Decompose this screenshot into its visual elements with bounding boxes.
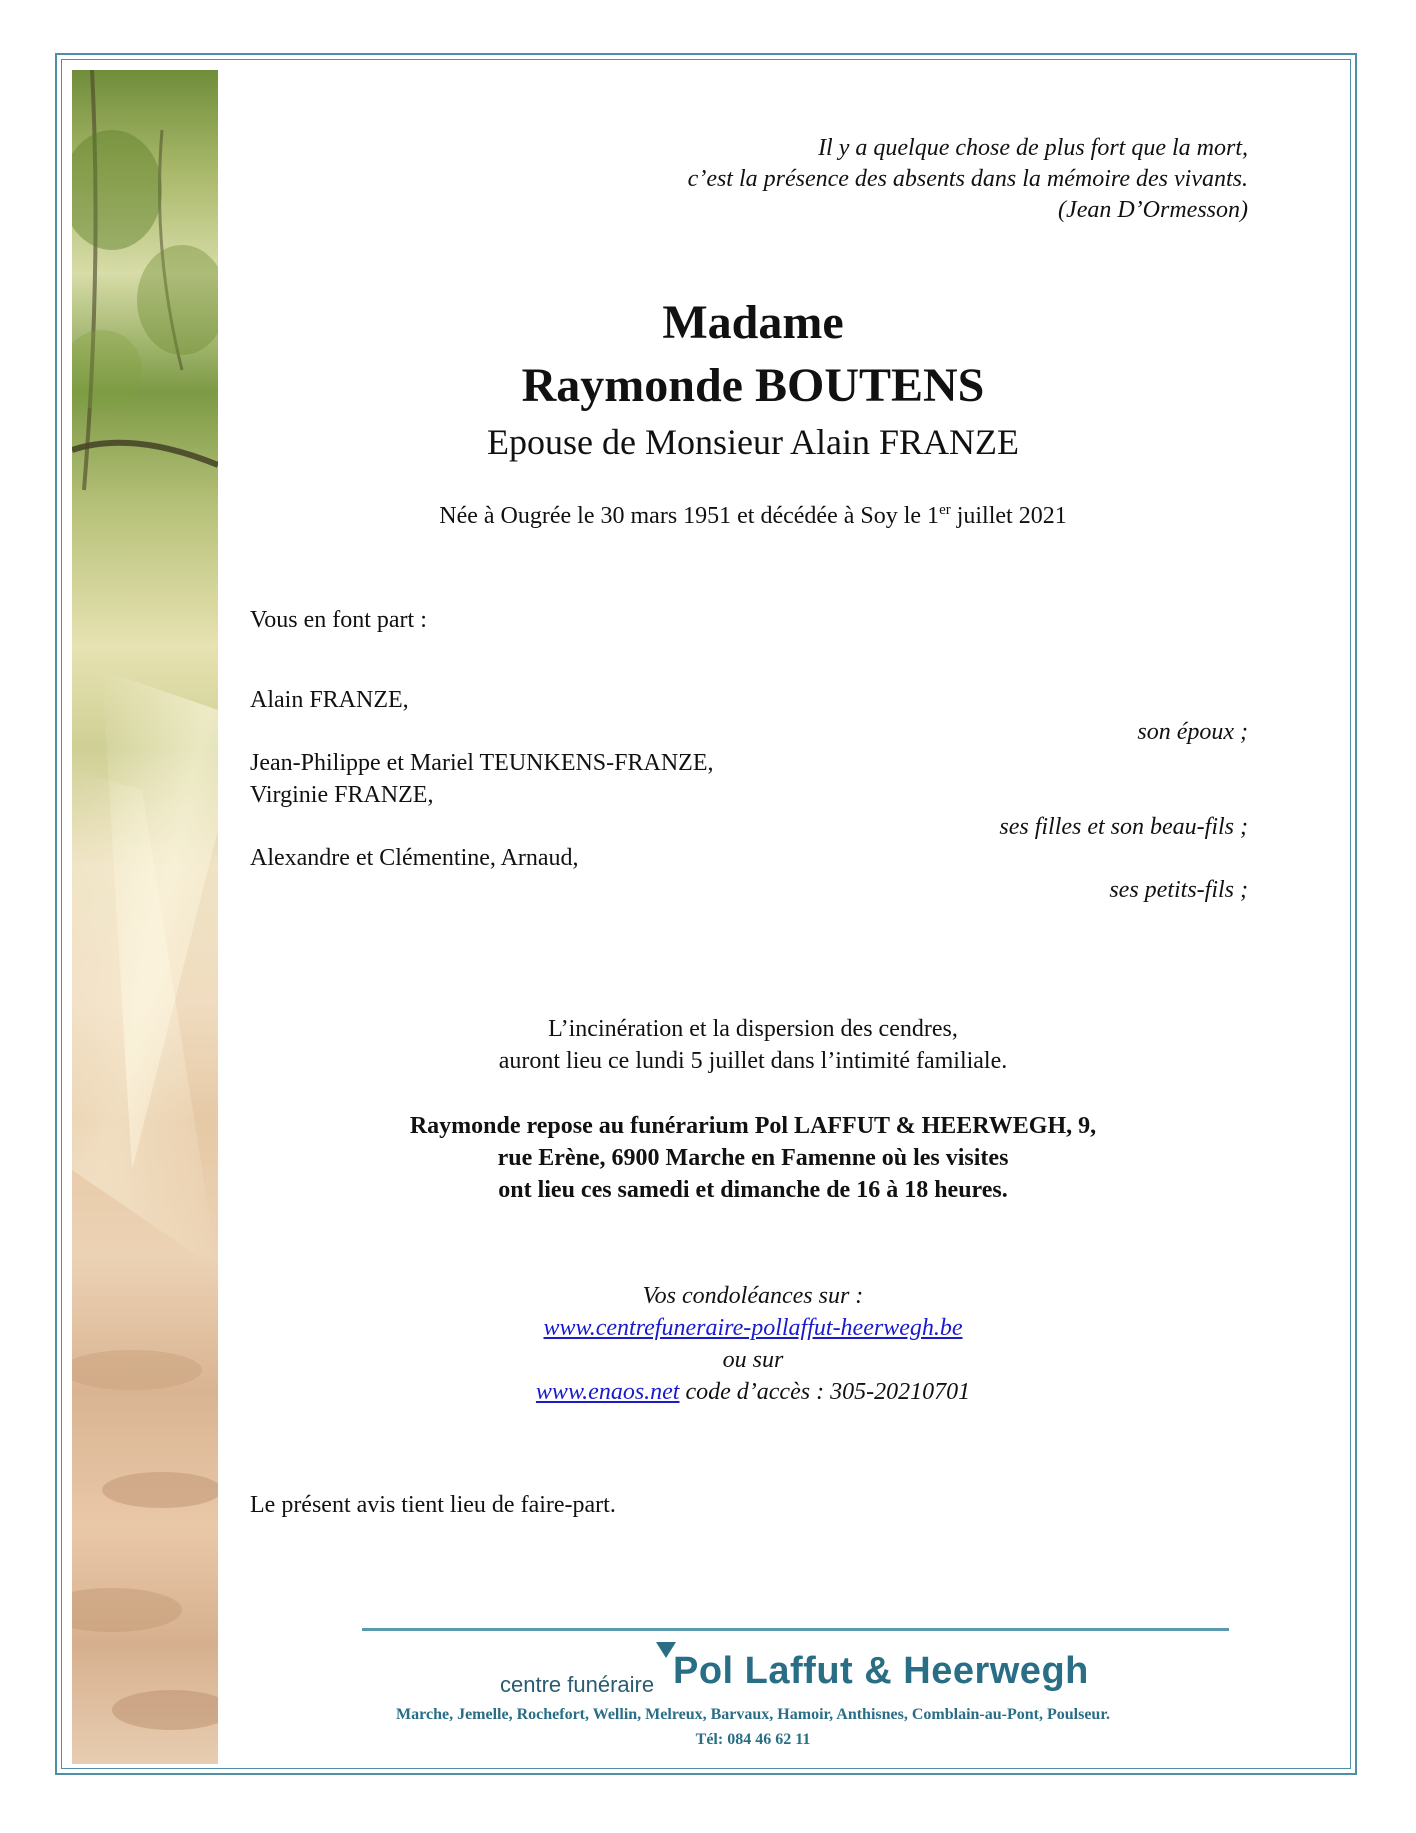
ceremony-info [218, 1013, 1288, 1077]
epigraph-quote [488, 133, 1248, 226]
funeral-home-logo [218, 1638, 1288, 1698]
condolences-info [218, 1280, 1288, 1408]
forest-path-illustration [72, 70, 218, 1764]
closing-note: Le présent avis tient lieu de faire-part. [250, 1492, 616, 1518]
enaos-link[interactable]: www.enaos.net [535, 1379, 680, 1405]
visitation-info [218, 1110, 1288, 1206]
forest-path-image [72, 70, 218, 1764]
quote-line-1: Il y a quelque chose de plus fort que la mort, [818, 135, 1248, 161]
condolences-intro: Vos condoléances sur : [642, 1283, 864, 1309]
logo-wordmark: Pol Laffut & Heerwegh [673, 1650, 1089, 1692]
family-name: Jean-Philippe et Mariel TEUNKENS-FRANZE, [250, 750, 714, 776]
family-relation: ses filles et son beau-fils ; [999, 814, 1248, 840]
honorific: Madame [662, 296, 844, 349]
dates-text: Née à Ougrée le 30 mars 1951 et décédée à Soy le 1 [439, 503, 940, 529]
family-name: Alain FRANZE, [250, 687, 409, 713]
ceremony-line-1: L’incinération et la dispersion des cendres, [548, 1016, 958, 1042]
ceremony-line-2: auront lieu ce lundi 5 juillet dans l’intimité familiale. [498, 1048, 1008, 1074]
quote-author: (Jean D’Ormesson) [1058, 197, 1248, 223]
announcement-intro: Vous en font part : [250, 607, 427, 633]
visitation-line-2: rue Erène, 6900 Marche en Famenne où les visites [497, 1145, 1009, 1171]
family-relation: ses petits-fils ; [1109, 877, 1248, 903]
deceased-name: Raymonde BOUTENS [521, 359, 985, 412]
birth-death-dates [218, 495, 1288, 531]
family-relation: son époux ; [1137, 719, 1248, 745]
dates-year: juillet 2021 [950, 503, 1067, 529]
spouse-line: Epouse de Monsieur Alain FRANZE [487, 422, 1019, 462]
footer-divider [362, 1628, 1229, 1631]
footer-phone: Tél: 084 46 62 11 [695, 1731, 811, 1748]
footer-locations: Marche, Jemelle, Rochefort, Wellin, Melreux, Barvaux, Hamoir, Anthisnes, Comblain-au-Pont, Poulseur. [396, 1706, 1110, 1723]
logo-subtitle: centre funéraire [500, 1672, 655, 1697]
dates-superscript: er [939, 502, 951, 518]
quote-line-2: c’est la présence des absents dans la mémoire des vivants. [687, 166, 1248, 192]
family-name: Alexandre et Clémentine, Arnaud, [250, 845, 579, 871]
visitation-line-3: ont lieu ces samedi et dimanche de 16 à 18 heures. [498, 1177, 1008, 1203]
funeral-home-link[interactable]: www.centrefuneraire-pollaffut-heerwegh.be [543, 1315, 963, 1341]
access-code: code d’accès : 305-20210701 [679, 1379, 971, 1405]
family-name: Virginie FRANZE, [250, 782, 434, 808]
visitation-line-1: Raymonde repose au funérarium Pol LAFFUT & HEERWEGH, 9, [409, 1113, 1097, 1139]
condolences-or: ou sur [722, 1347, 784, 1373]
